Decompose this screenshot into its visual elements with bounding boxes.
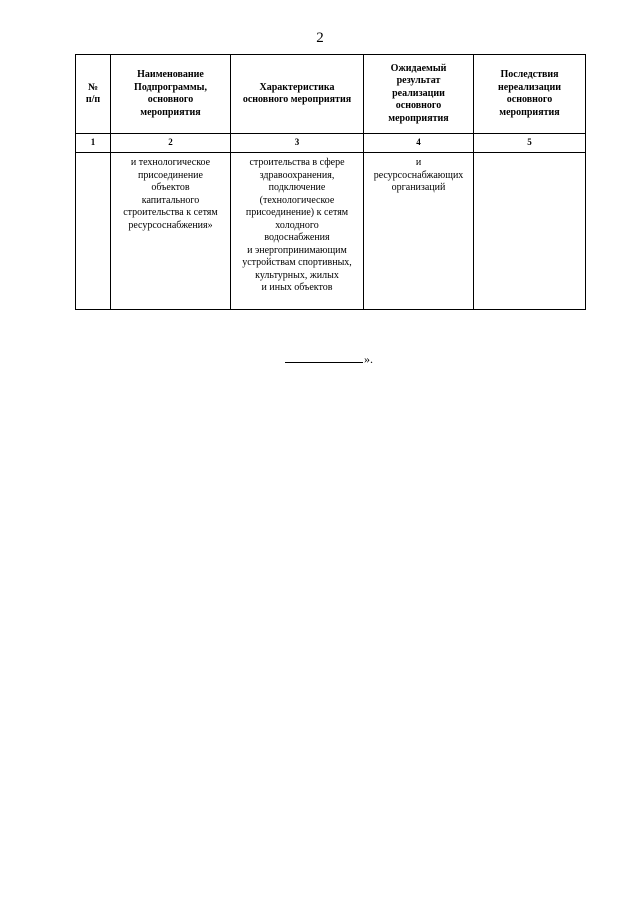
closing-rule bbox=[285, 362, 363, 363]
cell-expected-result bbox=[364, 153, 474, 310]
text-line: Ожидаемый bbox=[390, 62, 447, 74]
text-line: мероприятия bbox=[140, 106, 201, 118]
program-table bbox=[75, 54, 586, 310]
text-line: основного bbox=[147, 94, 194, 105]
text-line: культурных, жилых bbox=[255, 269, 339, 281]
page-number: 2 bbox=[316, 30, 324, 46]
text-line: реализации bbox=[392, 87, 445, 99]
text-line: объектов bbox=[151, 182, 190, 193]
text-line: ресурсоснабжения» bbox=[128, 219, 213, 231]
text-line: ресурсоснабжающих bbox=[373, 169, 464, 181]
text-line: нереализации bbox=[498, 81, 561, 93]
header-expected-result bbox=[364, 55, 474, 134]
text-line: № bbox=[87, 81, 99, 93]
text-line: п/п bbox=[85, 94, 101, 105]
table-header-row bbox=[76, 55, 586, 134]
text-line: строительства в сфере bbox=[249, 157, 345, 168]
text-line: Последствия bbox=[500, 69, 559, 80]
cell-number bbox=[76, 153, 111, 310]
cell-name bbox=[111, 153, 231, 310]
cell-consequences bbox=[474, 153, 586, 310]
text-line: (технологическое bbox=[259, 194, 335, 206]
text-line: и технологическое bbox=[130, 157, 211, 168]
text-line: здравоохранения, bbox=[259, 169, 335, 181]
text-line: Подпрограммы, bbox=[134, 81, 207, 93]
text-line: и bbox=[415, 157, 422, 168]
text-line: Наименование bbox=[137, 69, 204, 80]
text-line: основного bbox=[395, 100, 442, 112]
text-line: подключение bbox=[268, 182, 326, 193]
text-line: присоединение bbox=[138, 169, 203, 181]
text-line: и энергопринимающим bbox=[247, 244, 347, 256]
text-line: мероприятия bbox=[388, 112, 449, 124]
text-line: основного bbox=[506, 94, 553, 105]
column-number: 4 bbox=[364, 134, 474, 153]
text-line: водоснабжения bbox=[264, 232, 330, 243]
column-number: 2 bbox=[111, 134, 231, 153]
column-number: 1 bbox=[76, 134, 111, 153]
closing-mark bbox=[285, 352, 373, 367]
text-line: результат bbox=[396, 75, 441, 87]
header-number bbox=[76, 55, 111, 134]
table-row bbox=[76, 153, 586, 310]
text-line: Характеристика bbox=[259, 81, 335, 93]
column-number: 5 bbox=[474, 134, 586, 153]
text-line: капитального bbox=[141, 194, 200, 206]
cell-characteristic bbox=[231, 153, 364, 310]
closing-quote: ». bbox=[364, 352, 373, 366]
header-name bbox=[111, 55, 231, 134]
text-line: устройствам спортивных, bbox=[242, 257, 352, 268]
text-line: основного мероприятия bbox=[242, 94, 352, 105]
text-line: организаций bbox=[391, 182, 446, 193]
text-line: мероприятия bbox=[499, 106, 560, 118]
text-line: холодного bbox=[275, 219, 319, 231]
header-consequences bbox=[474, 55, 586, 134]
column-number: 3 bbox=[231, 134, 364, 153]
text-line: присоединение) к сетям bbox=[245, 207, 349, 218]
header-characteristic bbox=[231, 55, 364, 134]
text-line: строительства к сетям bbox=[123, 207, 218, 218]
text-line: и иных объектов bbox=[261, 282, 333, 293]
column-number-row bbox=[76, 134, 586, 153]
